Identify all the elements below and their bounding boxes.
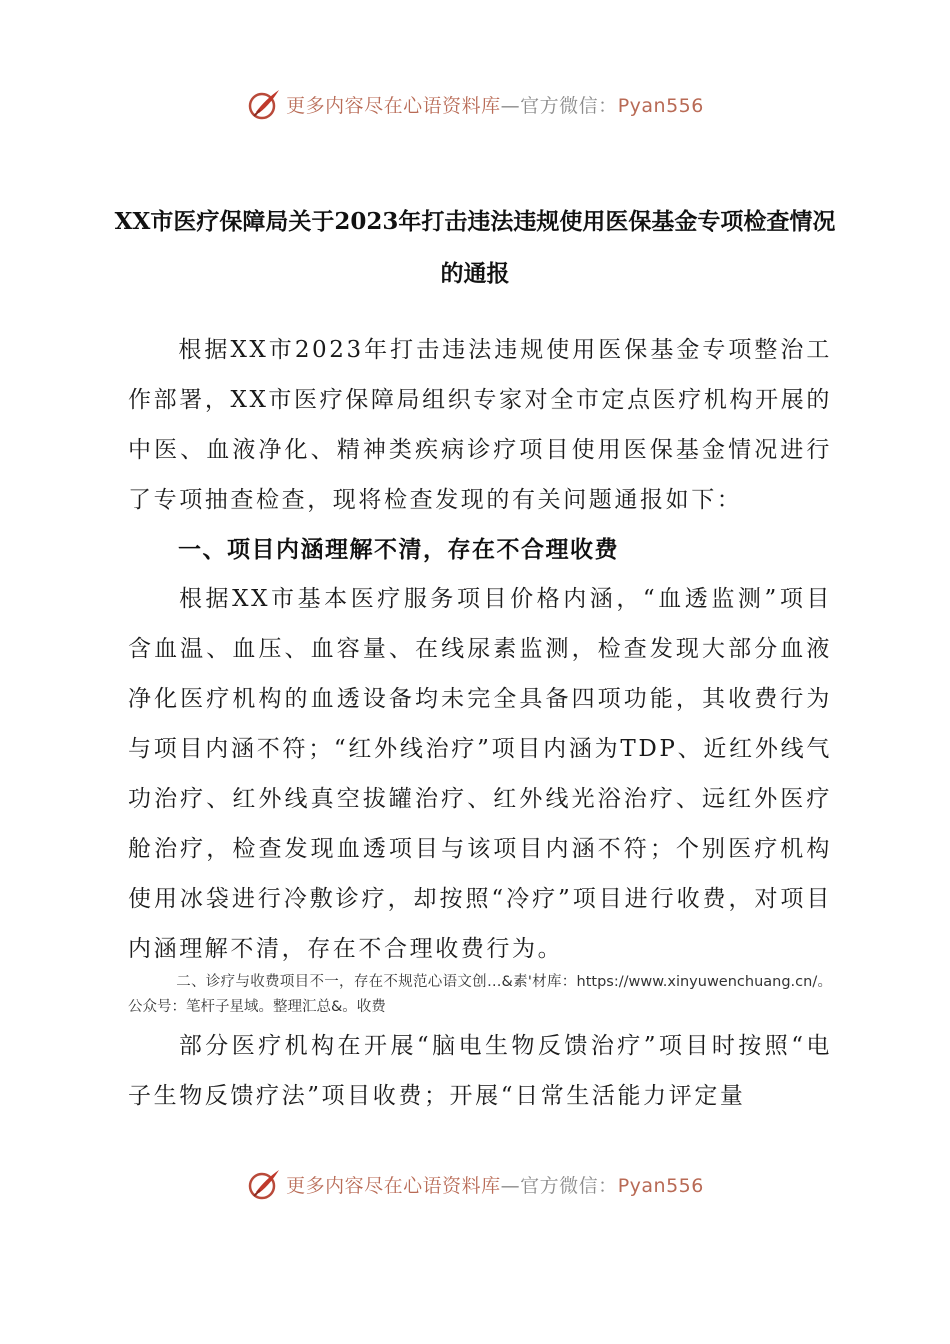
- section-heading-2-note: [128, 970, 832, 1020]
- section-1-paragraph: [128, 574, 832, 974]
- intro-paragraph-text: 根据XX市2023年打击违法违规使用医保基金专项整治工作部署，XX市医疗保障局组织专家对全市定点医疗机构开展的中医、血液净化、精神类疾病诊疗项目使用医保基金情况进行了专项抽查检查，现将检查发现的有关问题通报如下：: [128, 337, 832, 513]
- banner-site-name: 更多内容尽在心语资料库: [286, 1174, 501, 1197]
- header-banner: [0, 84, 950, 124]
- section-1-paragraph-text: 根据XX市基本医疗服务项目价格内涵，“血透监测”项目含血温、血压、血容量、在线尿素监测，检查发现大部分血液净化医疗机构的血透设备均未完全具备四项功能，其收费行为与项目内涵不符；“红外线治疗”项目内涵为TDP、近红外线气功治疗、红外线真空拔罐治疗、红外线光浴治疗、远红外医疗舱治疗，检查发现血透项目与该项目内涵不符；个别医疗机构使用冰袋进行冷敷诊疗，却按照“冷疗”项目进行收费，对项目内涵理解不清，存在不合理收费行为。: [128, 586, 832, 962]
- banner-wechat-id: Pyan556: [617, 1174, 704, 1197]
- intro-paragraph: [128, 325, 832, 525]
- section-2-paragraph-text: 部分医疗机构在开展“脑电生物反馈治疗”项目时按照“电子生物反馈疗法”项目收费；开展“日常生活能力评定量: [128, 1033, 832, 1109]
- section-heading-1: 一、项目内涵理解不清，存在不合理收费: [178, 536, 619, 563]
- banner-site-name: 更多内容尽在心语资料库: [286, 94, 501, 117]
- banner-wechat-label: —官方微信：: [500, 94, 618, 117]
- banner-wechat-label: —官方微信：: [500, 1174, 618, 1197]
- footer-banner: [0, 1164, 950, 1204]
- quill-logo-icon: [246, 1166, 282, 1202]
- section-2-paragraph: [128, 1021, 832, 1121]
- banner-text: [286, 1171, 704, 1198]
- document-title: XX市医疗保障局关于2023年打击违法违规使用医保基金专项检查情况的通报: [114, 208, 836, 287]
- banner-text: [286, 91, 704, 118]
- quill-logo-icon: [246, 86, 282, 122]
- section-heading-2-note-text: 二、诊疗与收费项目不一，存在不规范心语文创…&素'材库：https://www.xinyuwenchuang.cn/。公众号：笔杆子星域。整理汇总&。收费: [128, 974, 832, 1015]
- banner-wechat-id: Pyan556: [617, 94, 704, 117]
